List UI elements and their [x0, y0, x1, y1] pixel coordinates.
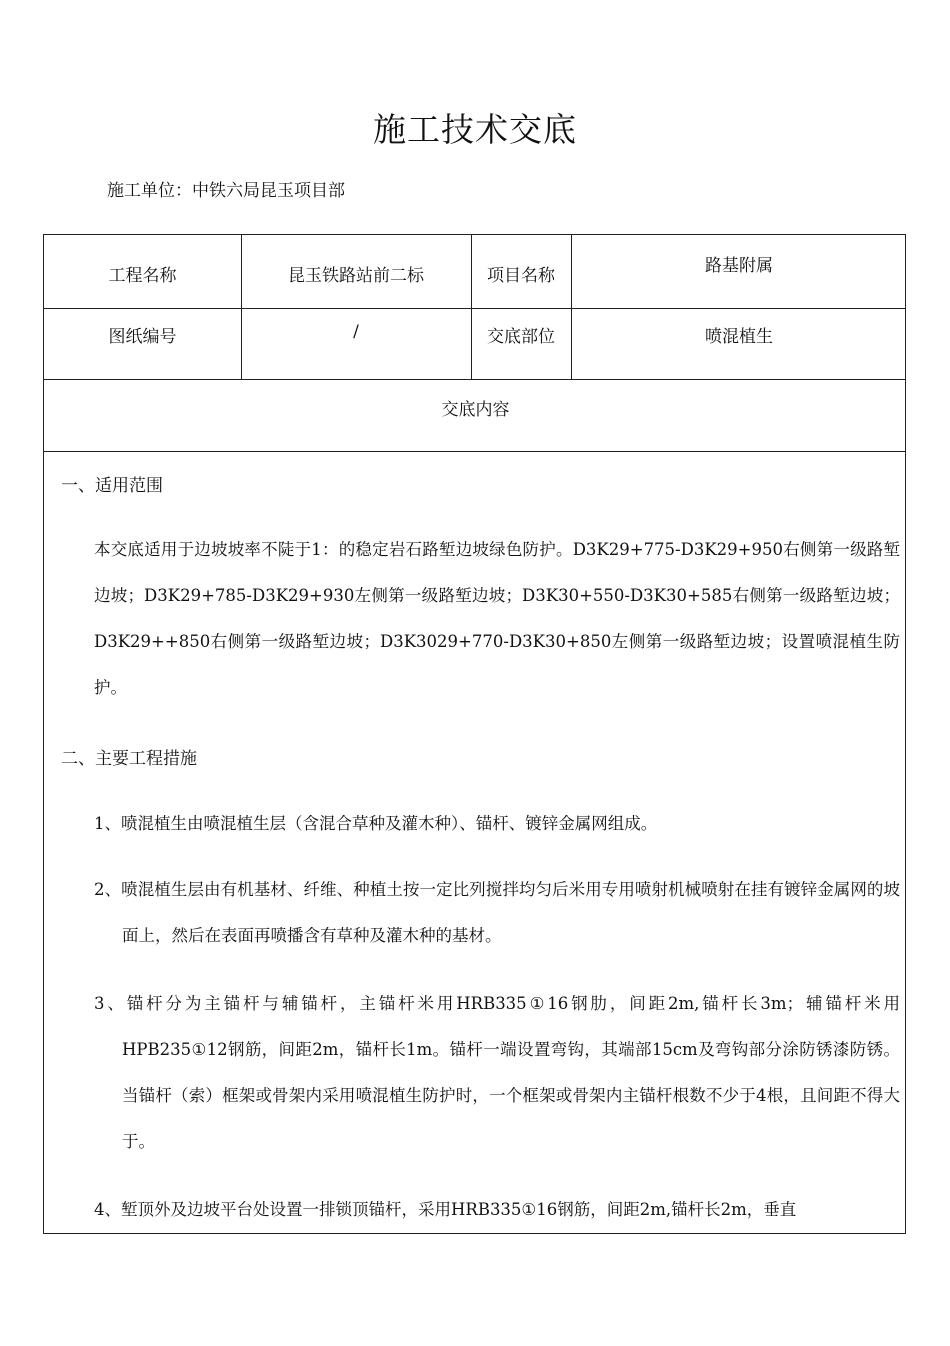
item-text: 喷混植生层由有机基材、纤维、种植土按一定比列搅拌均匀后米用专用喷射机械喷射在挂有镀锌金属网的坡面上，然后在表面再喷播含有草种及灌木种的基材。: [121, 880, 901, 945]
construction-unit: 施工单位：中铁六局昆玉项目部: [107, 181, 345, 201]
row-divider: [44, 451, 905, 452]
disclosure-part-label: 交底部位: [487, 327, 555, 347]
drawing-number-label: 图纸编号: [108, 327, 177, 347]
row-divider: [44, 379, 905, 380]
item-text: 喷混植生由喷混植生层（含混合草种及灌木种）、锚杆、镀锌金属网组成。: [121, 814, 658, 833]
item-text: 锚杆分为主锚杆与辅锚杆，主锚杆米用HRB335①16钢肋，间距2m,锚杆长3m；辅锚杆米用HPB235①12钢筋，间距2m，锚杆长1m。锚杆一端设置弯钩，其端部15cm及弯钩部分涂防锈漆防锈。当锚杆（索）框架或骨架内采用喷混植生防护时，一个框架或骨架内主锚杆根数不少于4根，且间距不得大于。: [122, 994, 900, 1151]
measure-item: [94, 867, 901, 959]
content-header: 交底内容: [441, 400, 510, 420]
item-name-label: 项目名称: [487, 266, 555, 286]
disclosure-part-value: 喷混植生: [705, 327, 773, 347]
item-number: 4、: [94, 1200, 121, 1219]
measure-item: [94, 1187, 900, 1233]
item-name-value: 路基附属: [705, 256, 773, 276]
measure-item: [94, 981, 900, 1165]
drawing-number-value: /: [353, 322, 359, 342]
disclosure-table: [43, 234, 906, 1234]
section-scope-text: 本交底适用于边坡坡率不陡于1：的稳定岩石路堑边坡绿色防护。D3K29+775-D3K29+950右侧第一级路堑边坡；D3K29+785-D3K29+930左侧第一级路堑边坡；D3K30+550-D3K30+585右侧第一级路堑边坡；D3K29++850右侧第一级路堑边坡；D3K3029+770-D3K30+850左侧第一级路堑边坡；设置喷混植生防护。: [94, 540, 900, 697]
column-divider: [241, 235, 242, 379]
item-number: 1、: [94, 814, 121, 833]
section-scope-title: 一、适用范围: [61, 476, 163, 496]
project-name-label: 工程名称: [108, 266, 177, 286]
row-divider: [44, 308, 905, 309]
item-number: 3、: [94, 994, 127, 1013]
item-number: 2、: [94, 880, 122, 899]
document-title: 施工技术交底: [373, 110, 577, 149]
column-divider: [471, 235, 472, 379]
measure-item: [94, 801, 900, 847]
item-text: 堑顶外及边坡平台处设置一排锁顶锚杆，采用HRB335①16钢筋，间距2m,锚杆长2m，垂直: [121, 1200, 797, 1219]
section-measures-title: 二、主要工程措施: [61, 749, 197, 769]
project-name-value: 昆玉铁路站前二标: [288, 266, 424, 286]
